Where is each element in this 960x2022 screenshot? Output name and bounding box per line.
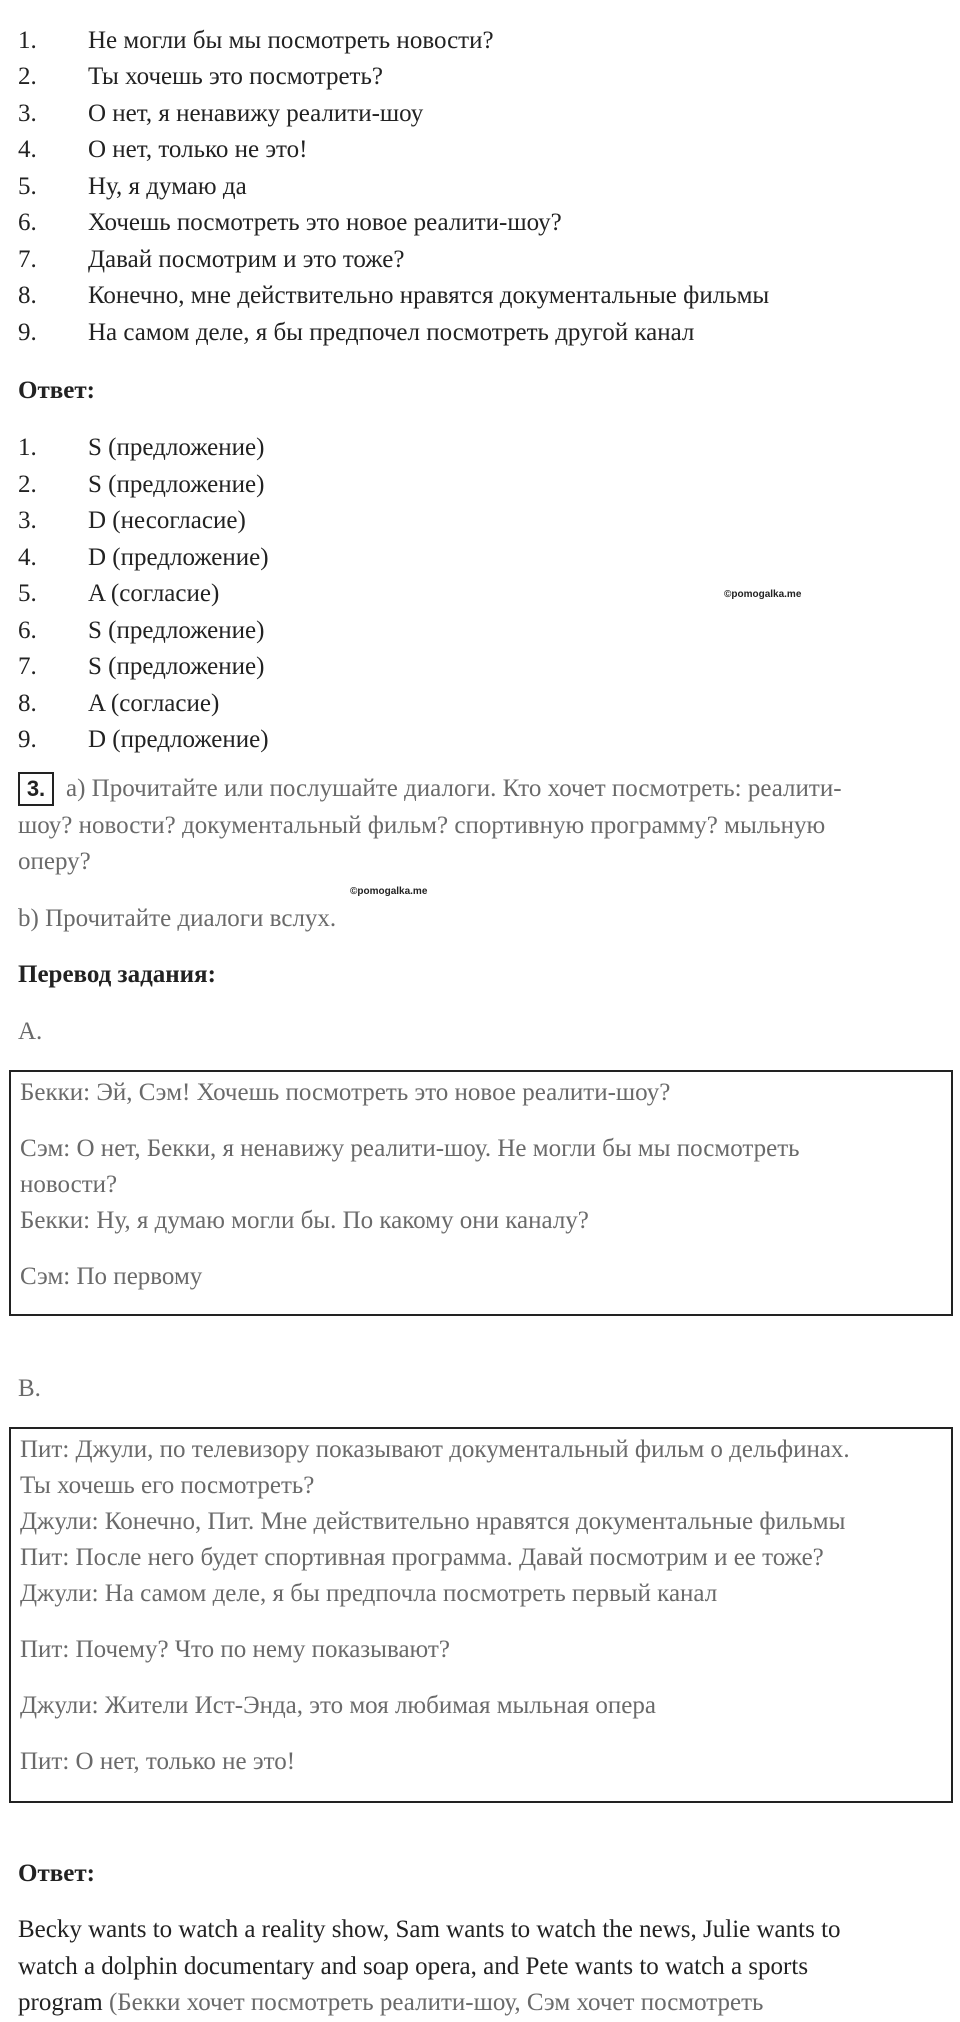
translation-heading: Перевод задания: xyxy=(18,961,216,988)
watermark: ©pomogalka.me xyxy=(724,589,802,600)
task-number-badge: 3. xyxy=(18,772,54,806)
dialog-line: Сэм: По первому xyxy=(20,1263,203,1290)
task-instruction-line: оперу? xyxy=(18,848,91,875)
task-part-b: b) Прочитайте диалоги вслух. xyxy=(18,905,337,932)
dialog-line: Пит: О нет, только не это! xyxy=(20,1748,296,1775)
dialog-line: новости? xyxy=(20,1171,118,1198)
dialog-line: Бекки: Эй, Сэм! Хочешь посмотреть это новое реалити-шоу? xyxy=(20,1079,671,1106)
dialog-b-label: B. xyxy=(18,1375,41,1402)
dialog-line: Сэм: О нет, Бекки, я ненавижу реалити-шоу. Не могли бы мы посмотреть xyxy=(20,1135,800,1162)
dialog-line: Пит: Почему? Что по нему показывают? xyxy=(20,1636,450,1663)
answer-paragraph-line: program (Бекки хочет посмотреть реалити-шоу, Сэм хочет посмотреть xyxy=(18,1989,764,2016)
dialog-line: Джули: На самом деле, я бы предпочла посмотреть первый канал xyxy=(20,1580,718,1607)
dialog-b-box xyxy=(9,1427,953,1803)
answer-paragraph-line: watch a dolphin documentary and soap opera, and Pete wants to watch a sports xyxy=(18,1953,809,1980)
dialog-line: Ты хочешь его посмотреть? xyxy=(20,1472,315,1499)
dialog-line: Джули: Конечно, Пит. Мне действительно нравятся документальные фильмы xyxy=(20,1508,846,1535)
answer-heading: Ответ: xyxy=(18,377,95,404)
dialog-line: Бекки: Ну, я думаю могли бы. По какому они каналу? xyxy=(20,1207,589,1234)
answer-heading: Ответ: xyxy=(18,1860,95,1887)
answer-paragraph-line: Becky wants to watch a reality show, Sam wants to watch the news, Julie wants to xyxy=(18,1916,841,1943)
dialog-a-label: A. xyxy=(18,1018,43,1045)
task-instruction-line: шоу? новости? документальный фильм? спортивную программу? мыльную xyxy=(18,812,826,839)
watermark: ©pomogalka.me xyxy=(350,886,428,897)
dialog-line: Пит: После него будет спортивная программа. Давай посмотрим и ее тоже? xyxy=(20,1544,824,1571)
dialog-line: Пит: Джули, по телевизору показывают документальный фильм о дельфинах. xyxy=(20,1436,850,1463)
dialog-line: Джули: Жители Ист-Энда, это моя любимая мыльная опера xyxy=(20,1692,656,1719)
dialog-a-box xyxy=(9,1070,953,1316)
task-instruction: 3. a) Прочитайте или послушайте диалоги. Кто хочет посмотреть: реалити- xyxy=(18,770,842,807)
